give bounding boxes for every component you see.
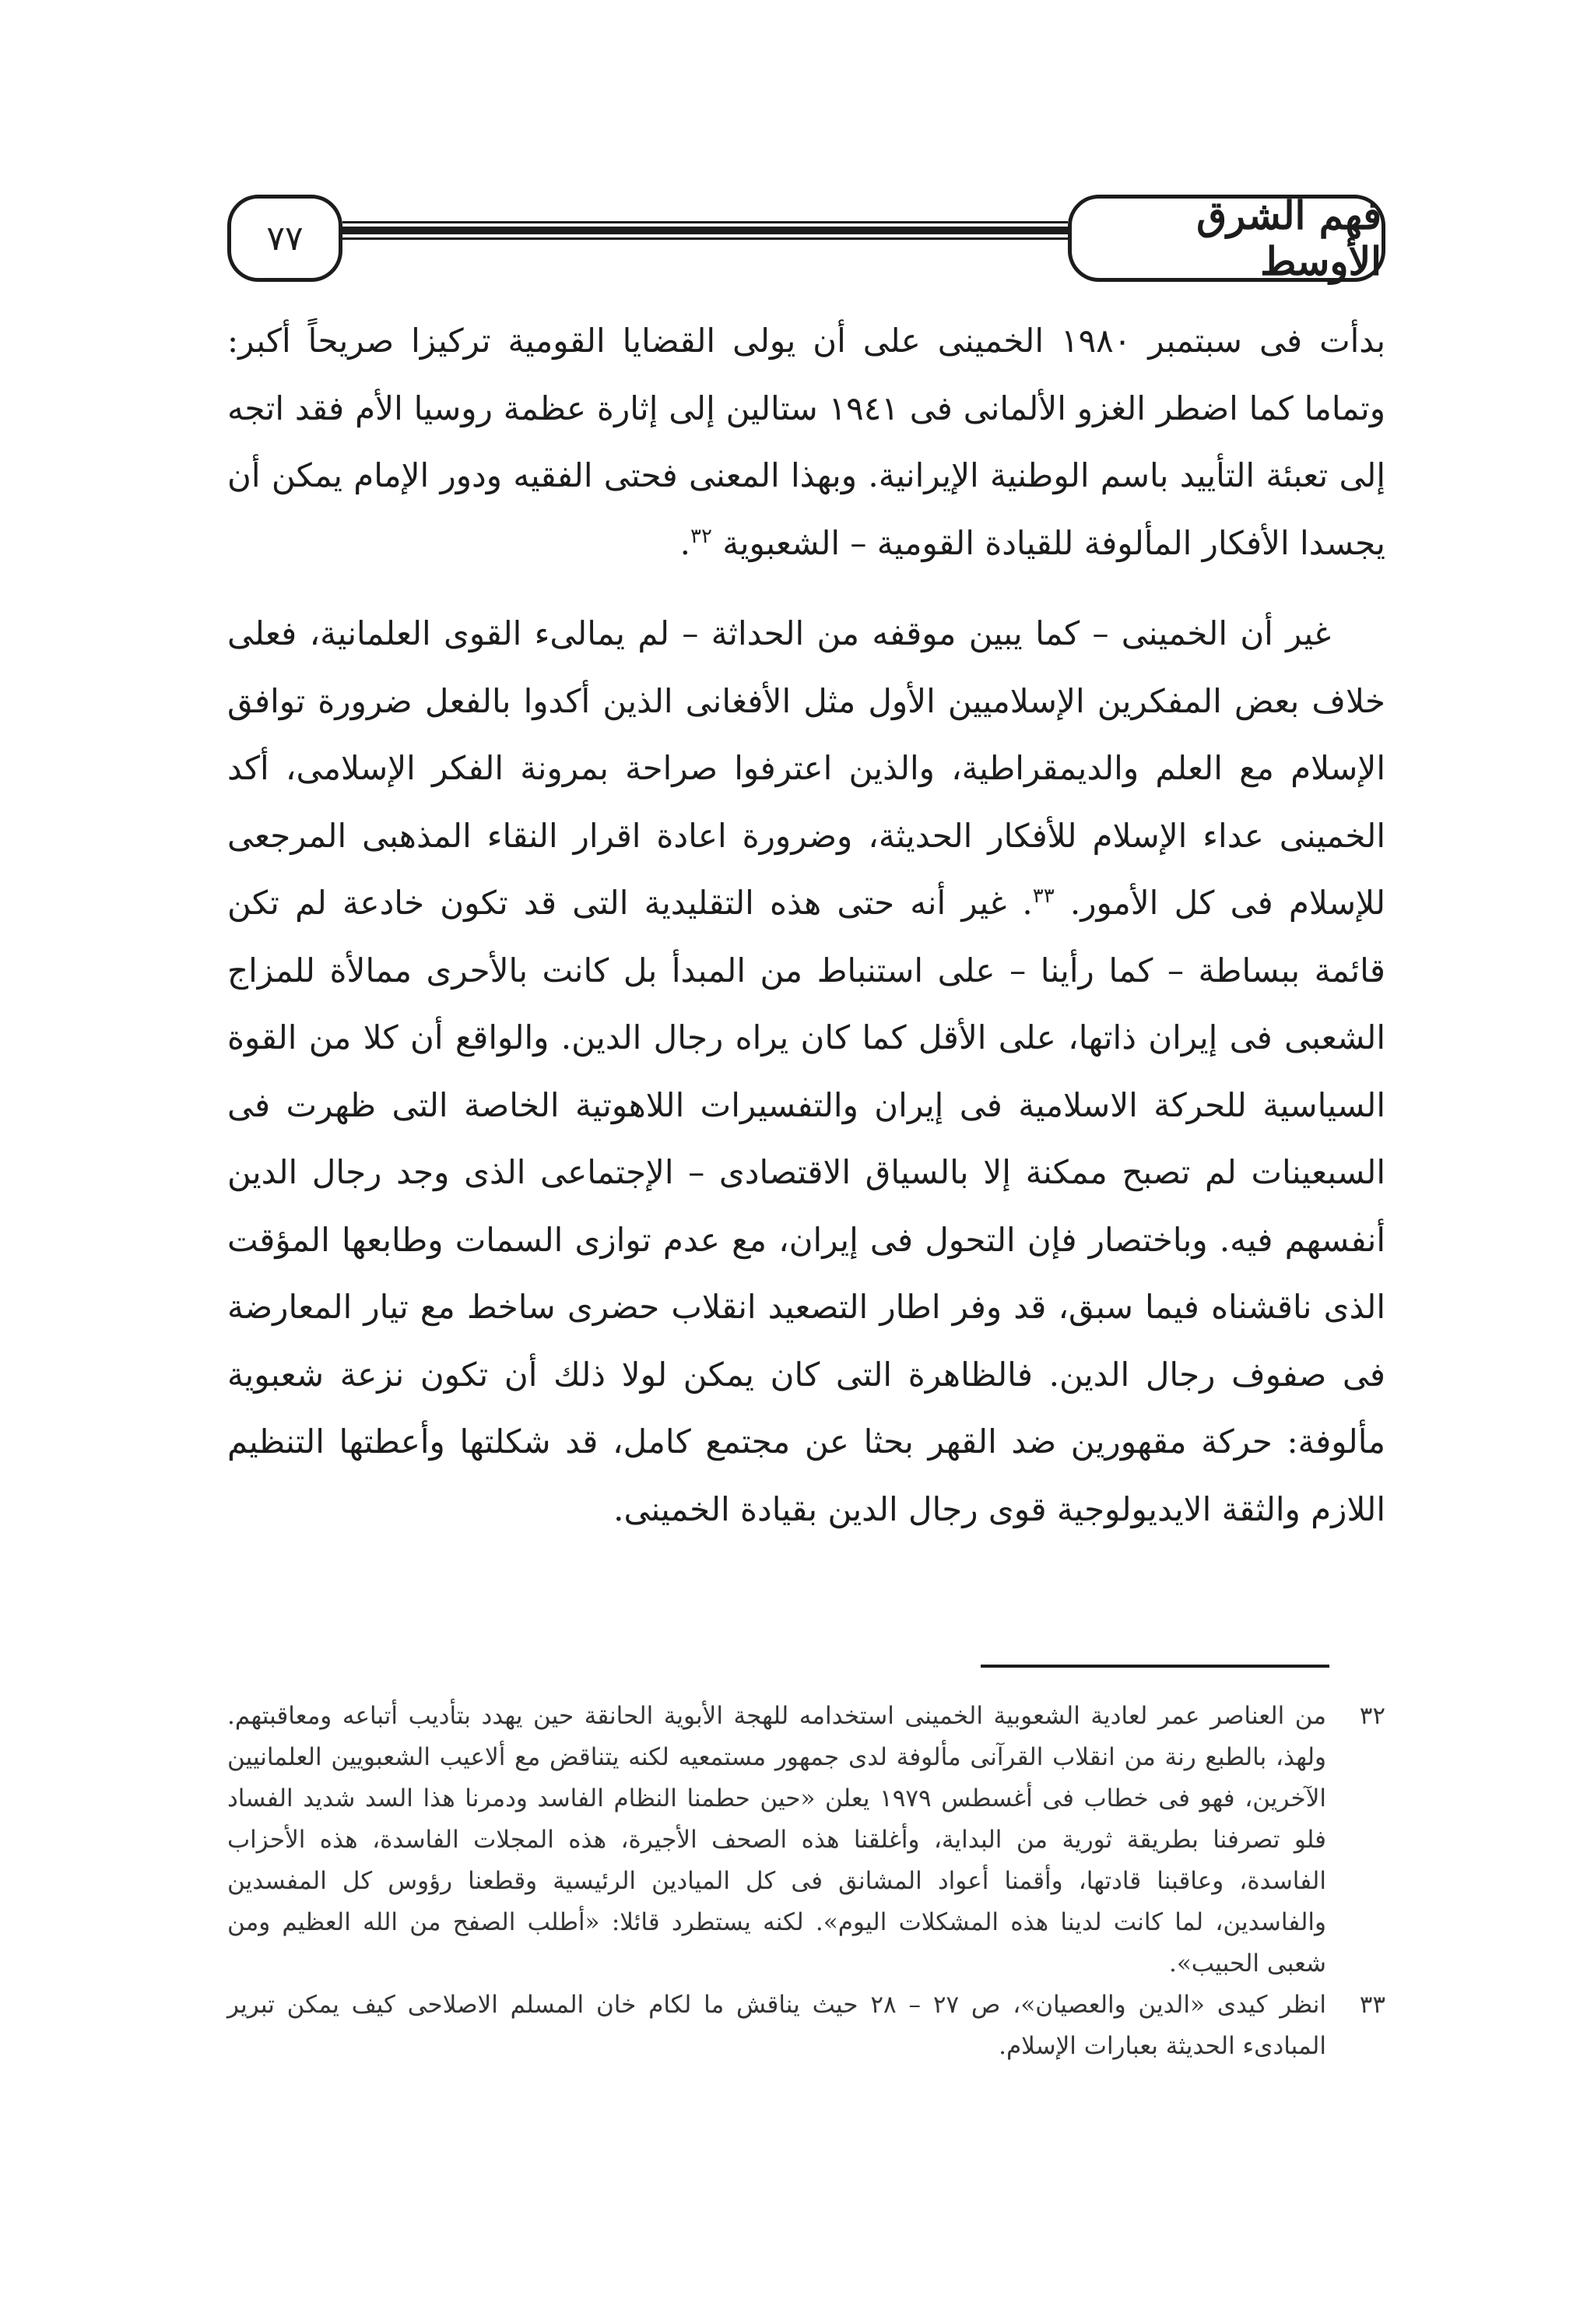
footnote-separator — [981, 1665, 1329, 1668]
paragraph-1-text: بدأت فى سبتمبر ١٩٨٠ الخمينى على أن يولى القضايا القومية تركيزا صريحاً أكبر: وتماما كما اضطر الغزو الألمانى فى ١٩٤١ ستالين إلى إثارة عظمة روسيا الأم فقد اتجه إلى تعبئة التأييد باسم الوطنية الإيرانية. وبهذا المعنى فحتى الفقيه ودور الإمام يمكن أن يجسدا الأفكار المألوفة للقيادة القومية – الشعبوية — [227, 322, 1386, 562]
footnotes — [227, 1696, 1385, 2067]
footnote-text: من العناصر عمر لعادية الشعوبية الخمينى استخدامه للهجة الأبوية الحانقة حين يهدد بتأديب أتباعه ومعاقبتهم. ولهذ، بالطبع رنة من انقلاب القرآنى مألوفة لدى جمهور مستمعيه لكنه يتناقض مع ألاعيب الشعبويين العلمانيين الآخرين، فهو فى خطاب فى أغسطس ١٩٧٩ يعلن «حين حطمنا النظام الفاسد ودمرنا هذا السد شديد الفساد فلو تصرفنا بطريقة ثورية من البداية، وأغلقنا هذه الصحف الأجيرة، هذه المجلات الفاسدة، هذه الأحزاب الفاسدة، وعاقبنا قادتها، وأقمنا أعواد المشانق فى كل الميادين الرئيسية وقطعنا رؤوس كل المفسدين والفاسدين، لما كانت لدينا هذه المشكلات اليوم». لكنه يستطرد قائلا: «أطلب الصفح من الله العظيم ومن شعبى الحبيب». — [227, 1702, 1326, 1978]
footnote-number: ٣٢ — [1359, 1702, 1385, 1730]
chapter-title: فهم الشرق الأوسط — [1068, 195, 1385, 282]
footnote-ref-32: ٣٢ — [690, 524, 712, 548]
footnote-33 — [227, 1985, 1385, 2067]
paragraph-2 — [227, 600, 1385, 1543]
footnote-text: انظر كيدى «الدين والعصيان»، ص ٢٧ – ٢٨ حيث يناقش ما لكام خان المسلم الاصلاحى كيف يمكن تبرير المبادىء الحديثة بعبارات الإسلام. — [227, 1991, 1326, 2060]
header-rule — [342, 221, 1068, 241]
page-number: ٧٧ — [227, 195, 342, 282]
paragraph-2-text-b: . غير أنه حتى هذه التقليدية التى قد تكون خادعة لم تكن قائمة ببساطة – كما رأينا – على استنباط من المبدأ بل كانت بالأحرى ممالأة للمزاج الشعبى فى إيران ذاتها، على الأقل كما كان يراه رجال الدين. والواقع أن كلا من القوة السياسية للحركة الاسلامية فى إيران والتفسيرات اللاهوتية الخاصة التى ظهرت فى السبعينات لم تصبح ممكنة إلا بالسياق الاقتصادى – الإجتماعى الذى وجد رجال الدين أنفسهم فيه. وباختصار فإن التحول فى إيران، مع عدم توازى السمات وطابعها المؤقت الذى ناقشناه فيما سبق، قد وفر اطار التصعيد انقلاب حضرى ساخط مع تيار المعارضة فى صفوف رجال الدين. فالظاهرة التى كان يمكن لولا ذلك أن تكون نزعة شعبوية مألوفة: حركة مقهورين ضد القهر بحثا عن مجتمع كامل، قد شكلتها وأعطتها التنظيم اللازم والثقة الايديولوجية قوى رجال الدين بقيادة الخمينى. — [227, 884, 1385, 1528]
paragraph-1 — [227, 308, 1385, 577]
running-header — [227, 192, 1385, 285]
body-text — [227, 308, 1385, 1543]
paragraph-1-end: . — [679, 523, 690, 562]
paragraph-2-text-a: غير أن الخمينى – كما يبين موقفه من الحداثة – لم يمالىء القوى العلمانية، فعلى خلاف بعض المفكرين الإسلاميين الأول مثل الأفغانى الذين أكدوا بالفعل ضرورة توافق الإسلام مع العلم والديمقراطية، والذين اعترفوا صراحة بمرونة الفكر الإسلامى، أكد الخمينى عداء الإسلام للأفكار الحديثة، وضرورة اعادة اقرار النقاء المذهبى المرجعى للإسلام فى كل الأمور. — [227, 614, 1385, 922]
footnote-32 — [227, 1696, 1385, 1985]
footnote-ref-33: ٣٣ — [1032, 884, 1055, 908]
footnote-number: ٣٣ — [1359, 1991, 1385, 2019]
